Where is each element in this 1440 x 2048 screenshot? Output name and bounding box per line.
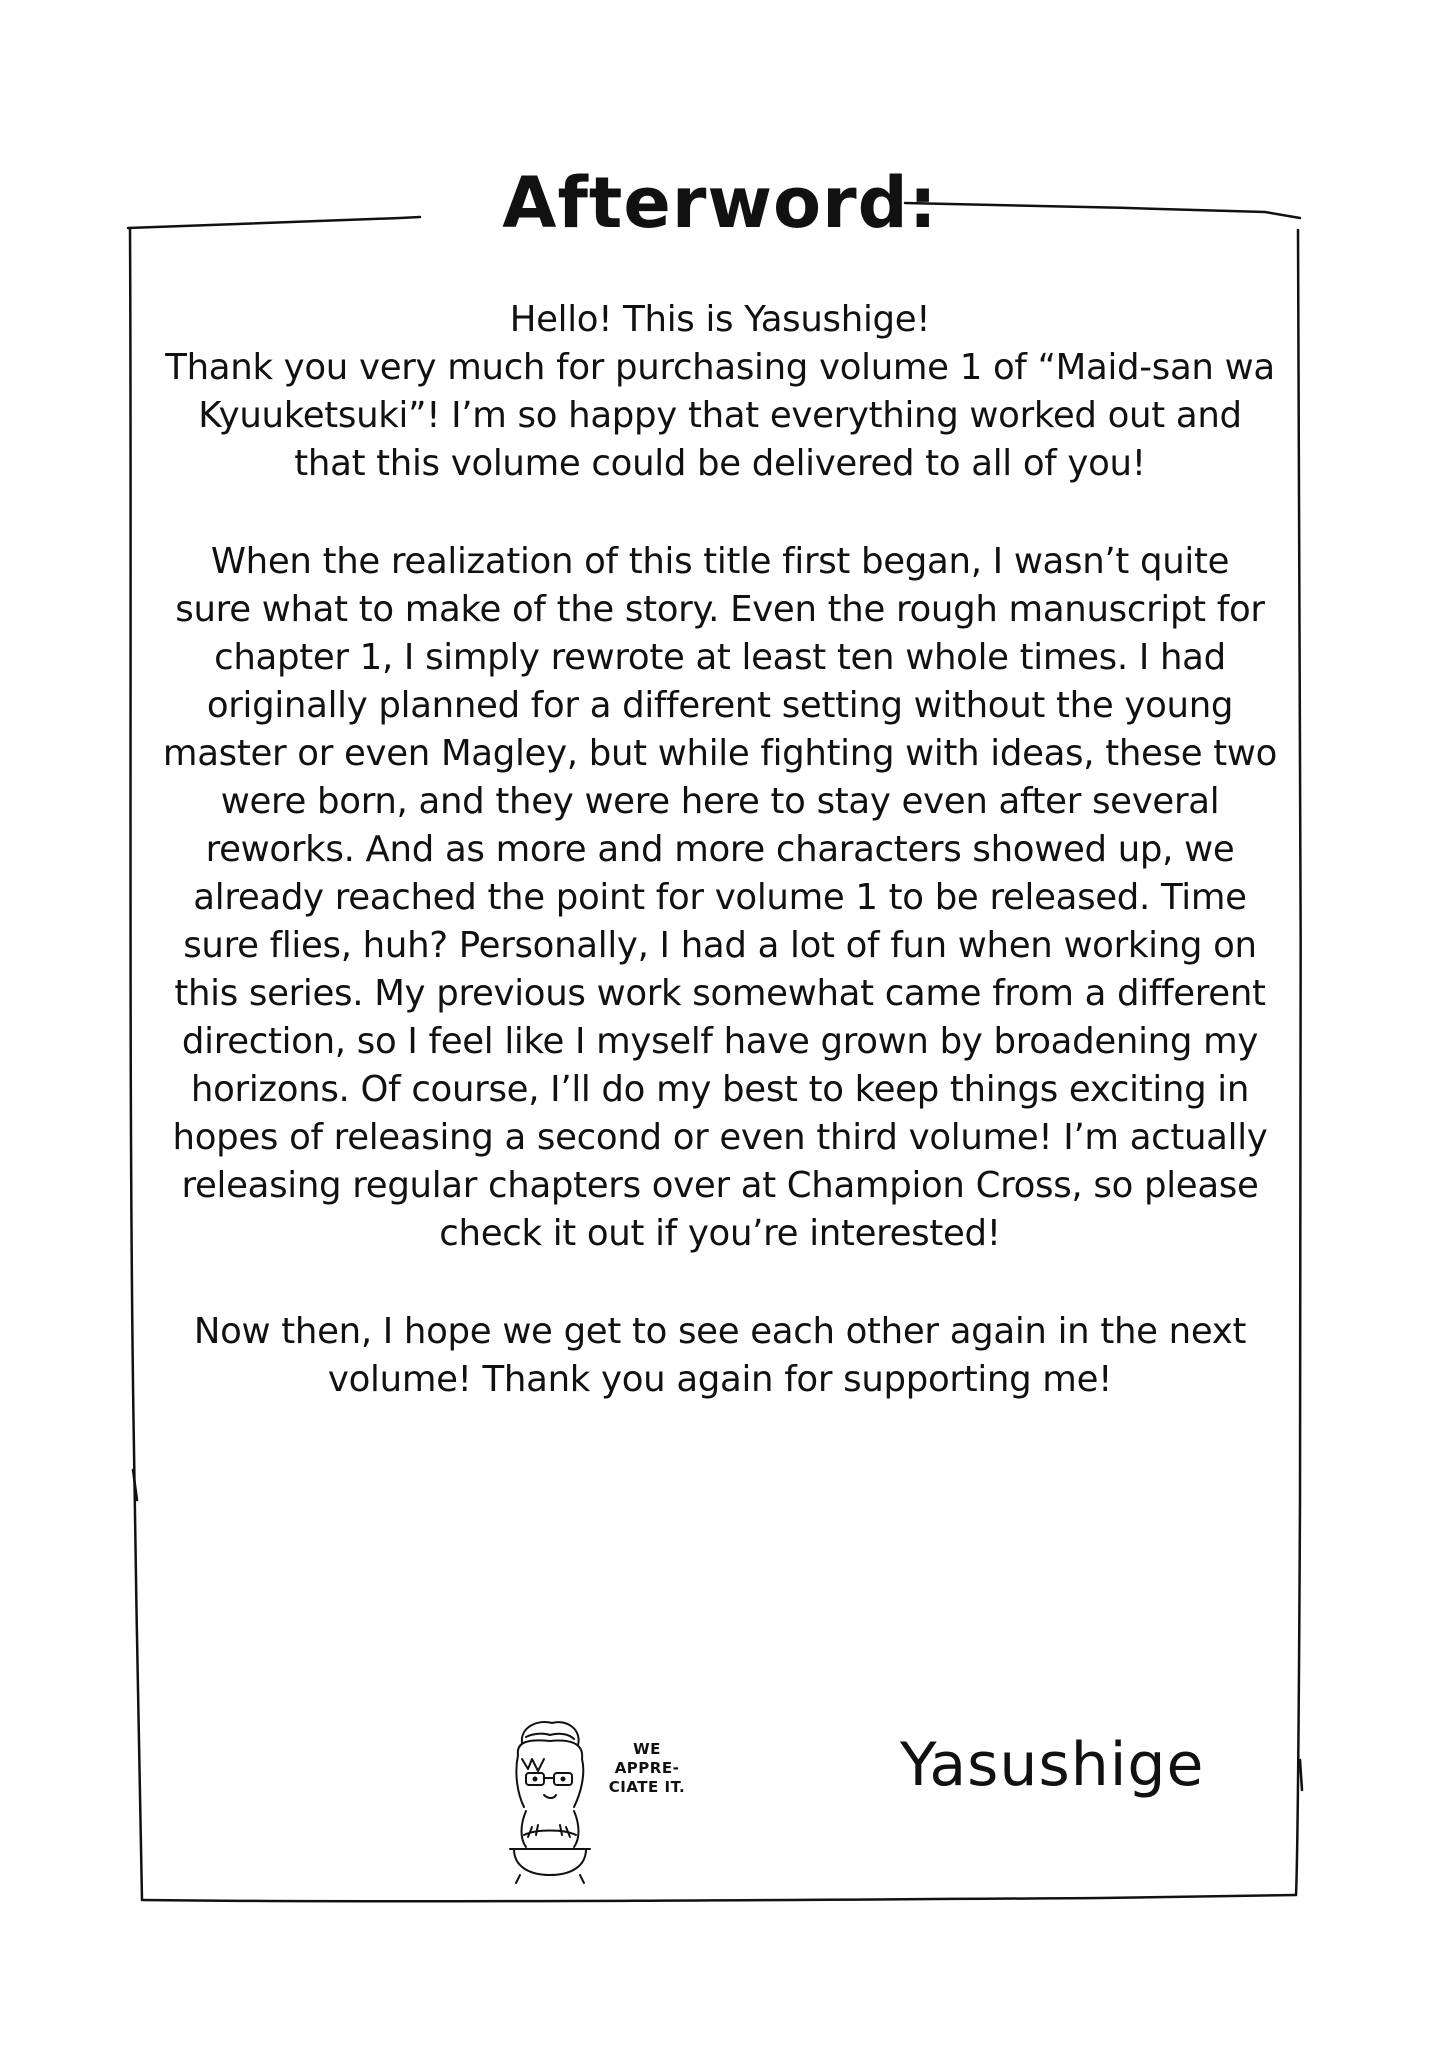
caption-line: WE — [633, 1740, 661, 1758]
paragraph-story — [140, 538, 1300, 1258]
text-line: were born, and they were here to stay even after several — [220, 781, 1220, 822]
text-line: When the realization of this title first began, I wasn’t quite — [210, 541, 1230, 582]
text-line: this series. My previous work somewhat came from a different — [174, 973, 1266, 1014]
text-line: sure flies, huh? Personally, I had a lot of fun when working on — [183, 925, 1257, 966]
page-title: Afterword: — [502, 162, 938, 244]
paragraph-greeting — [140, 296, 1300, 488]
caption-line: APPRE- — [614, 1759, 680, 1777]
afterword-body — [140, 296, 1300, 1404]
text-line: originally planned for a different setting without the young — [206, 685, 1234, 726]
chibi-maid-doodle-icon — [500, 1715, 600, 1885]
text-line: master or even Magley, but while fighting with ideas, these two — [162, 733, 1278, 774]
text-line: Now then, I hope we get to see each other again in the next — [193, 1311, 1247, 1352]
text-line: volume! Thank you again for supporting me! — [327, 1359, 1113, 1400]
text-line: direction, so I feel like I myself have grown by broadening my — [181, 1021, 1259, 1062]
text-line: Thank you very much for purchasing volume 1 of “Maid-san wa — [165, 347, 1275, 388]
author-signature: Yasushige — [900, 1730, 1205, 1800]
caption-line: CIATE IT. — [608, 1778, 686, 1796]
text-line: check it out if you’re interested! — [439, 1213, 1001, 1254]
text-line: reworks. And as more and more characters showed up, we — [205, 829, 1235, 870]
text-line: releasing regular chapters over at Champion Cross, so please — [181, 1165, 1259, 1206]
border-bottom — [142, 1895, 1296, 1901]
paragraph-closing — [140, 1308, 1300, 1404]
text-line: chapter 1, I simply rewrote at least ten whole times. I had — [214, 637, 1226, 678]
text-line: already reached the point for volume 1 to be released. Time — [193, 877, 1247, 918]
text-line: sure what to make of the story. Even the rough manuscript for — [175, 589, 1265, 630]
text-line: hopes of releasing a second or even third volume! I’m actually — [172, 1117, 1268, 1158]
text-line: Kyuuketsuki”! I’m so happy that everything worked out and — [198, 395, 1242, 436]
text-line: horizons. Of course, I’ll do my best to keep things exciting in — [190, 1069, 1250, 1110]
text-line: that this volume could be delivered to all of you! — [294, 443, 1146, 484]
text-line: Hello! This is Yasushige! — [509, 299, 931, 340]
doodle-caption — [592, 1740, 702, 1797]
